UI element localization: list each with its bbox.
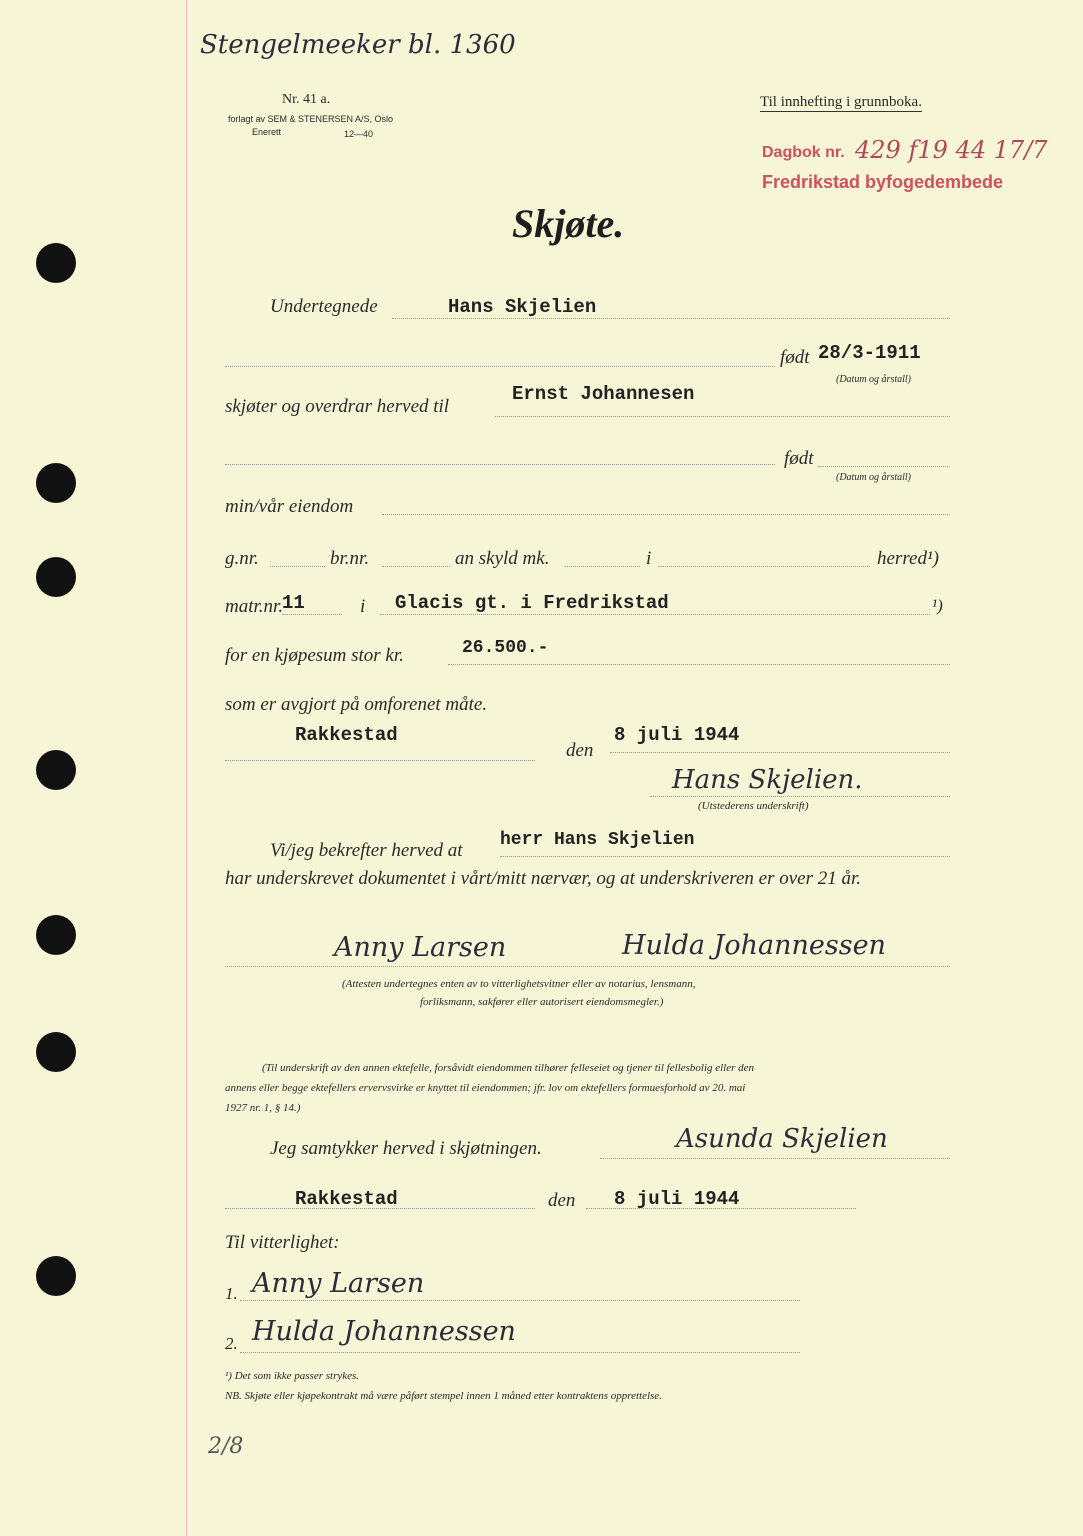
confirm-text: har underskrevet dokumentet i vårt/mitt nærvær, og at underskriveren er over 21 år. — [225, 868, 862, 889]
settled-text: som er avgjort på omforenet måte. — [225, 694, 488, 715]
publisher-line: forlagt av SEM & STENERSEN A/S, Oslo — [228, 114, 394, 124]
price-value: 26.500.- — [462, 638, 549, 658]
witness-1-number: 1. — [225, 1284, 238, 1303]
corner-pencil-mark: 2/8 — [208, 1434, 244, 1459]
confirm-name: herr Hans Skjelien — [500, 830, 695, 850]
footnote-strike: ¹) Det som ikke passer strykes. — [225, 1370, 360, 1382]
eiendom-label: min/vår eiendom — [225, 496, 354, 517]
stamp-diary-value: 429 f19 44 17/7 — [855, 136, 1048, 164]
witness-signature-1: Anny Larsen — [334, 932, 507, 963]
consent-place: Rakkestad — [295, 1188, 398, 1210]
punch-hole — [36, 1256, 76, 1296]
seller-birthdate: 28/3-1911 — [818, 342, 921, 364]
witness-2-signature: Hulda Johannessen — [252, 1316, 516, 1347]
form-date: 12—40 — [344, 129, 374, 139]
transfer-label: skjøter og overdrar herved til — [225, 396, 450, 417]
punch-hole — [36, 557, 76, 597]
enerett-label: Enerett — [252, 127, 282, 137]
spouse-note-line3: 1927 nr. 1, § 14.) — [225, 1102, 301, 1114]
document-title: Skjøte. — [512, 201, 625, 246]
issuer-caption: (Utstederens underskrift) — [698, 800, 809, 812]
seller-name: Hans Skjelien — [448, 296, 597, 318]
attest-caption-line1: (Attesten undertegnes enten av to vitterlighetsvitner eller av notarius, lensmann, — [342, 978, 696, 990]
matr-i-label: i — [360, 596, 366, 617]
spouse-note-line1: (Til underskrift av den annen ektefelle, forsåvidt eiendommen tilhører felleseiet og tjener til fellesbolig eller den — [262, 1062, 755, 1074]
punch-hole — [36, 1032, 76, 1072]
handwritten-note: Stengelmeeker bl. 1360 — [200, 30, 516, 60]
datum-hint-buyer: (Datum og årstall) — [836, 472, 911, 483]
skyld-label: an skyld mk. — [455, 548, 550, 569]
signing-place: Rakkestad — [295, 724, 398, 746]
spouse-note-line2: annens eller begge ektefellers ervervsvirke er knyttet til eiendommen; jfr. lov om ektefellers formuesforhold av 20. mai — [225, 1082, 746, 1094]
matr-label: matr.nr. — [225, 596, 284, 617]
matr-place: Glacis gt. i Fredrikstad — [395, 592, 669, 614]
matr-value: 11 — [282, 592, 305, 614]
i-label: i — [646, 548, 652, 569]
witness-heading: Til vitterlighet: — [225, 1232, 340, 1253]
consent-text: Jeg samtykker herved i skjøtningen. — [270, 1138, 542, 1159]
footnote-nb: NB. Skjøte eller kjøpekontrakt må være påført stempel innen 1 måned etter kontraktens opprettelse. — [225, 1390, 662, 1402]
witness-1-signature: Anny Larsen — [252, 1268, 425, 1299]
matr-footnote-mark: ¹) — [932, 596, 943, 615]
stamp-diary-label: Dagbok nr. — [762, 144, 845, 161]
punch-hole — [36, 750, 76, 790]
buyer-name: Ernst Johannesen — [512, 383, 695, 405]
filing-note: Til innhefting i grunnboka. — [760, 94, 922, 110]
undertegnede-label: Undertegnede — [270, 296, 378, 317]
spouse-signature: Asunda Skjelien — [676, 1124, 888, 1154]
gnr-label: g.nr. — [225, 548, 259, 569]
witness-2-number: 2. — [225, 1334, 238, 1353]
punch-hole — [36, 243, 76, 283]
brnr-label: br.nr. — [330, 548, 370, 569]
price-label: for en kjøpesum stor kr. — [225, 645, 404, 666]
stamp-office: Fredrikstad byfogedembede — [762, 172, 1004, 192]
witness-signature-2: Hulda Johannessen — [622, 930, 886, 961]
datum-hint: (Datum og årstall) — [836, 374, 911, 385]
margin-line — [186, 0, 187, 1536]
fodt-label: født — [780, 347, 810, 368]
fodt-label-buyer: født — [784, 448, 814, 469]
attest-caption-line2: forliksmann, sakfører eller autorisert eiendomsmegler.) — [420, 996, 664, 1008]
form-number: Nr. 41 a. — [282, 92, 331, 107]
confirm-label: Vi/jeg bekrefter herved at — [270, 840, 463, 861]
seller-signature: Hans Skjelien. — [672, 765, 863, 795]
consent-date: 8 juli 1944 — [614, 1188, 740, 1210]
signing-date: 8 juli 1944 — [614, 724, 740, 746]
den-label: den — [566, 740, 594, 761]
punch-hole — [36, 915, 76, 955]
punch-hole — [36, 463, 76, 503]
herred-label: herred¹) — [877, 548, 939, 569]
consent-den-label: den — [548, 1190, 576, 1211]
